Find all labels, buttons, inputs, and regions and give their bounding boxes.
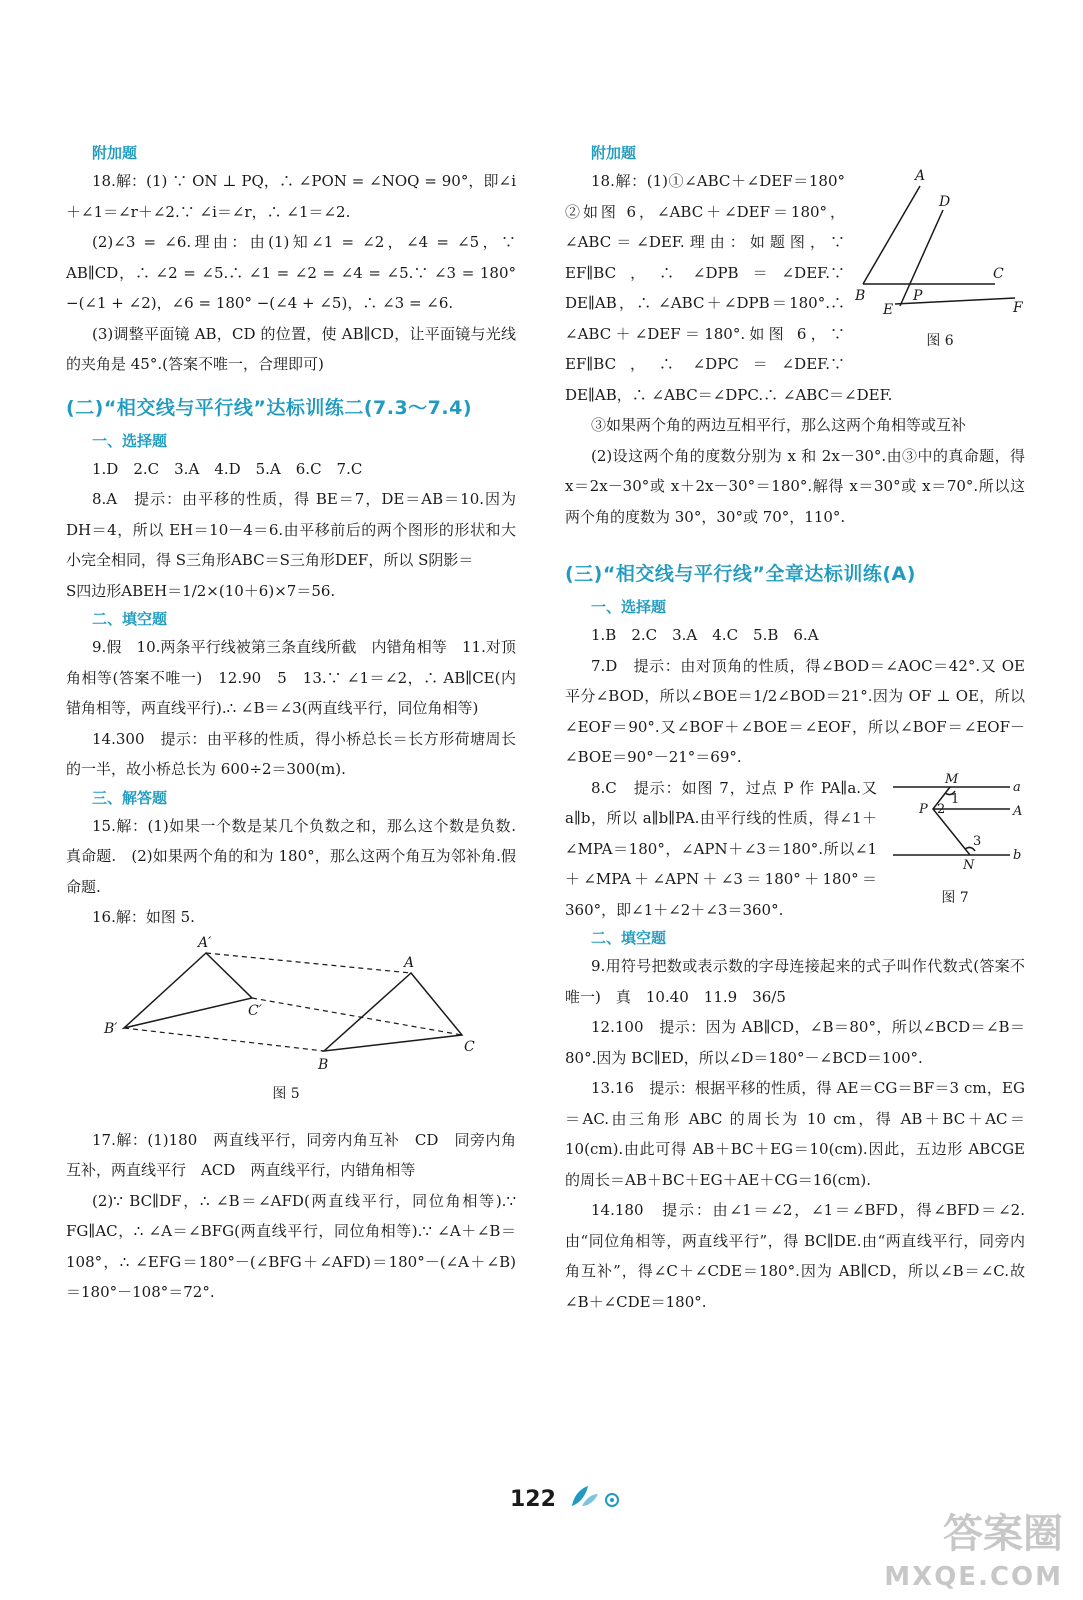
dash-c — [252, 998, 462, 1035]
left-q18-part3: (3)调整平面镜 AB，CD 的位置，使 AB∥CD，让平面镜与光线的夹角是 45°.(答案不唯一，合理即可) — [66, 324, 516, 373]
right-fill-heading: 二、填空题 — [591, 929, 667, 947]
figure-5-caption: 图 5 — [272, 1085, 300, 1102]
dash-b — [124, 1028, 324, 1051]
watermark — [884, 1502, 1063, 1592]
watermark-bottom: MXQE.COM — [884, 1562, 1063, 1592]
fig7-label-b: b — [1013, 847, 1022, 863]
fig7-label-M: M — [945, 772, 959, 787]
right-choice-answers: 1.B 2.C 3.A 4.C 5.B 6.A — [591, 626, 819, 644]
left-column — [66, 140, 516, 1308]
left-q8: 8.A 提示：由平移的性质，得 BE＝7，DE＝AB＝10.因为 DH＝4，所以 EH＝10－4＝6.由平移前后的两个图形的形状和大小完全相同，得 S三角形ABC＝S三角形DEF，所以 S阴影＝ — [66, 490, 516, 569]
line-AB — [863, 186, 920, 284]
right-q9-11: 9.用符号把数或表示数的字母连接起来的式子叫作代数式(答案不唯一) 真 10.40 11.9 36/5 — [565, 957, 1025, 1006]
left-q8-formula: S四边形ABEH＝1/2×(10＋6)×7＝56. — [66, 581, 336, 600]
right-q8-block — [565, 773, 1025, 926]
left-solve-heading: 三、解答题 — [92, 788, 168, 807]
fig5-label-Ap: A′ — [198, 934, 212, 951]
figure-6 — [855, 166, 1025, 350]
fig6-label-A: A — [915, 168, 926, 184]
right-fujiati-heading: 附加题 — [591, 144, 637, 162]
left-q16: 16.解：如图 5. — [92, 908, 195, 926]
fig5-label-C: C — [464, 1038, 475, 1055]
left-choice-heading: 一、选择题 — [92, 431, 168, 450]
right-q14: 14.180 提示：由∠1＝∠2，∠1＝∠BFD，得∠BFD＝∠2.由“同位角相等，两直线平行”，得 BC∥DE.由“两直线平行，同旁内角互补”，得∠C＋∠CDE＝180°.因为 AB∥CD，所以∠B＝∠C.故∠B＋∠CDE＝180°. — [565, 1201, 1025, 1311]
right-q18-part1: 18.解：(1)①∠ABC＋∠DEF＝180° ②如图 6，∠ABC＋∠DEF＝180°，∠ABC＝∠DEF.理由：如题图，∵ EF∥BC，∴ ∠DPB＝∠DEF.∵ DE∥AB，∴ ∠ABC＋∠DPB＝180°.∴ ∠ABC＋∠DEF＝180°.如图 6，∵ EF∥BC，∴ ∠DPC＝∠DEF.∵ DE∥AB，∴ ∠ABC＝∠DPC.∴ ∠ABC＝∠DEF. — [565, 172, 893, 404]
triangle-prime — [124, 953, 252, 1028]
page-number: 122 — [510, 1487, 556, 1512]
fig6-label-C: C — [993, 266, 1004, 282]
left-q18-part2: (2)∠3 = ∠6.理由：由(1)知∠1 = ∠2，∠4 = ∠5，∵ AB∥CD，∴ ∠2 = ∠5.∴ ∠1 = ∠2 = ∠4 = ∠5.∵ ∠3 = 180° −(∠1 + ∠2)，∠6 = 180° −(∠4 + ∠5)，∴ ∠3 = ∠6. — [66, 233, 516, 312]
fig6-label-B: B — [855, 288, 866, 304]
figure-5 — [66, 933, 516, 1103]
right-q12: 12.100 提示：因为 AB∥CD，∠B＝80°，所以∠BCD＝∠B＝80°.因为 BC∥ED，所以∠D＝180°－∠BCD＝100°. — [565, 1018, 1025, 1067]
left-choice-answers: 1.D 2.C 3.A 4.D 5.A 6.C 7.C — [92, 459, 363, 478]
fig7-label-P: P — [919, 801, 928, 817]
fig7-label-2: 2 — [937, 801, 946, 817]
fig5-label-Cp: C′ — [248, 1002, 262, 1019]
dash-a — [206, 953, 411, 973]
right-q7: 7.D 提示：由对顶角的性质，得∠BOD＝∠AOC＝42°.又 OE 平分∠BOD，所以∠BOE＝1/2∠BOD＝21°.因为 OF ⊥ OE，所以∠EOF＝90°.又∠BOF＋∠BOE＝∠EOF，所以∠BOF＝∠EOF－∠BOE＝90°－21°＝69°. — [565, 656, 1025, 766]
fig7-label-A: A — [1013, 803, 1023, 819]
fig5-label-Bp: B′ — [104, 1020, 118, 1037]
fig6-label-P: P — [913, 288, 923, 304]
left-q14: 14.300 提示：由平移的性质，得小桥总长＝长方形荷塘周长的一半，故小桥总长为 600÷2＝300(m). — [66, 729, 516, 778]
fig6-label-F: F — [1013, 300, 1023, 316]
right-q18-block — [565, 166, 1025, 410]
left-q9-13: 9.假 10.两条平行线被第三条直线所截 内错角相等 11.对顶角相等(答案不唯一) 12.90 5 13.∵ ∠1＝∠2，∴ AB∥CE(内错角相等，两直线平行).∴ ∠B＝∠3(两直线平行，同位角相等) — [66, 638, 516, 717]
fig6-label-D: D — [939, 194, 951, 210]
right-column — [565, 140, 1025, 1317]
left-fill-heading: 二、填空题 — [92, 610, 168, 628]
section2-title: (二)“相交线与平行线”达标训练二(7.3～7.4) — [66, 396, 473, 419]
fig5-label-B: B — [318, 1056, 329, 1073]
figure-7-diagram — [885, 773, 1025, 883]
left-q15: 15.解：(1)如果一个数是某几个负数之和，那么这个数是负数.真命题. (2)如果两个角的和为 180°，那么这两个角互为邻补角.假命题. — [66, 816, 516, 896]
leaf-logo-icon — [568, 1484, 624, 1514]
right-q8: 8.C 提示：如图 7，过点 P 作 PA∥a.又 a∥b，所以 a∥b∥PA.由平行线的性质，得∠1＋∠MPA＝180°，∠APN＋∠3＝180°.所以∠1＋∠MPA＋∠APN＋∠3＝180°＋180°＝360°，即∠1＋∠2＋∠3＝360°. — [565, 778, 877, 919]
fig7-label-N: N — [963, 857, 975, 873]
figure-6-diagram — [855, 166, 1025, 316]
right-q18-part2: ③如果两个角的两边互相平行，那么这两个角相等或互补 — [591, 416, 967, 434]
right-q13: 13.16 提示：根据平移的性质，得 AE＝CG＝BF＝3 cm，EG＝AC.由三角形 ABC 的周长为 10 cm，得 AB＋BC＋AC＝10(cm).由此可得 AB＋BC＋EG＝10(cm).因此，五边形 ABCGE 的周长＝AB＋BC＋EG＋AE＋CG＝16(cm). — [565, 1079, 1025, 1189]
fig5-label-A: A — [404, 954, 415, 971]
fig7-label-3: 3 — [973, 833, 982, 849]
fig6-label-E: E — [883, 302, 894, 316]
right-q18-part3: (2)设这两个角的度数分别为 x 和 2x－30°.由③中的真命题，得 x＝2x－30°或 x＋2x－30°＝180°.解得 x＝30°或 x＝70°.所以这两个角的度数为 30°，30°或 70°，110°. — [565, 446, 1025, 526]
left-fujiati-heading: 附加题 — [92, 144, 138, 162]
section3-title: (三)“相交线与平行线”全章达标训练(A) — [565, 563, 916, 585]
figure-6-caption: 图 6 — [926, 333, 954, 349]
figure-5-diagram — [66, 933, 516, 1083]
right-choice-heading: 一、选择题 — [591, 598, 667, 616]
watermark-top: 答案圈 — [943, 1511, 1063, 1557]
left-q17-part1: 17.解：(1)180 两直线平行，同旁内角互补 CD 同旁内角互补，两直线平行 ACD 两直线平行，内错角相等 — [66, 1130, 516, 1179]
triangle-original — [324, 973, 462, 1051]
fig7-label-a: a — [1013, 779, 1021, 795]
fig7-label-1: 1 — [951, 791, 960, 807]
figure-7-caption: 图 7 — [941, 889, 969, 906]
figure-7 — [885, 773, 1025, 907]
left-q18-part1: 18.解：(1) ∵ ON ⊥ PQ，∴ ∠PON = ∠NOQ = 90°，即∠i＋∠1＝∠r＋∠2.∵ ∠i＝∠r，∴ ∠1＝∠2. — [66, 172, 516, 221]
left-q17-part2: (2)∵ BC∥DF，∴ ∠B＝∠AFD(两直线平行，同位角相等).∵ FG∥AC，∴ ∠A＝∠BFG(两直线平行，同位角相等).∵ ∠A＋∠B＝108°，∴ ∠EFG＝180°－(∠BFG＋∠AFD)＝180°－(∠A＋∠B)＝180°－108°＝72°. — [66, 1191, 516, 1301]
